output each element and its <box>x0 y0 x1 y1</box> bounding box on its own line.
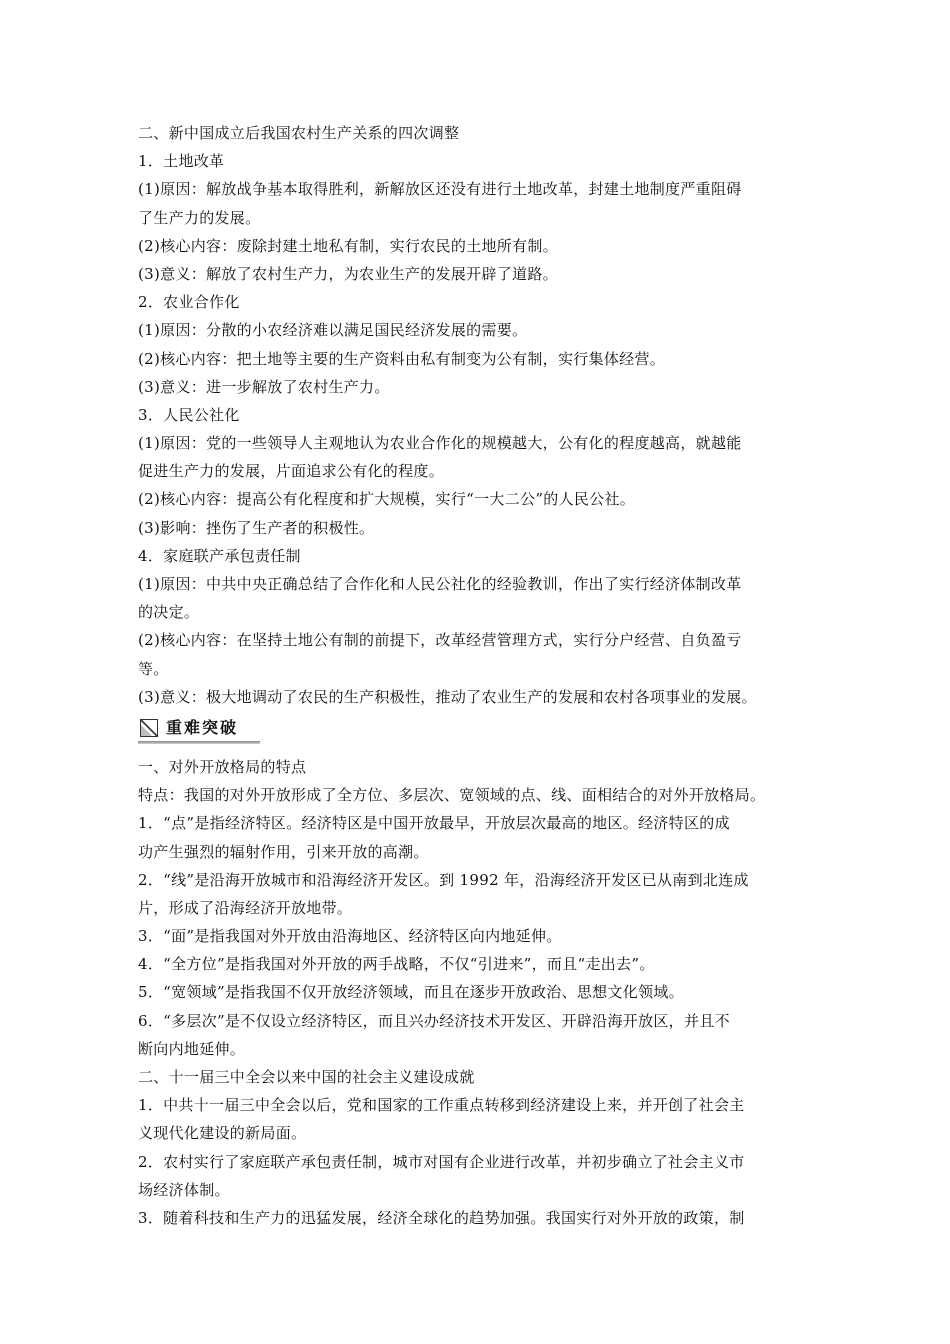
subsection-title: 2．农业合作化 <box>138 293 240 312</box>
section-heading: 二、新中国成立后我国农村生产关系的四次调整 <box>138 124 460 142</box>
subsection-title: 1．土地改革 <box>138 152 225 171</box>
paragraph-line: 3．随着科技和生产力的迅猛发展，经济全球化的趋势加强。我国实行对外开放的政策，制 <box>138 1208 745 1227</box>
paragraph-line: 2．农村实行了家庭联产承包责任制，城市对国有企业进行改革，并初步确立了社会主义市 <box>138 1152 745 1171</box>
paragraph-line: 片，形成了沿海经济开放地带。 <box>138 898 353 917</box>
paragraph-line: 2．“线”是沿海开放城市和沿海经济开发区。到 1992 年，沿海经济开发区已从南到北连成 <box>138 870 749 889</box>
subsection-title: 4．家庭联产承包责任制 <box>138 546 301 565</box>
paragraph-line: 1．中共十一届三中全会以后，党和国家的工作重点转移到经济建设上来，并开创了社会主 <box>138 1096 745 1115</box>
paragraph-line: 功产生强烈的辐射作用，引来开放的高潮。 <box>138 842 429 861</box>
paragraph-line: (2)核心内容：把土地等主要的生产资料由私有制变为公有制，实行集体经营。 <box>138 349 666 368</box>
paragraph-line: 3．“面”是指我国对外开放由沿海地区、经济特区向内地延伸。 <box>138 927 562 946</box>
paragraph-line: 了生产力的发展。 <box>138 208 261 227</box>
paragraph-line: 的决定。 <box>138 603 200 622</box>
section-title: 重难突破 <box>166 717 239 737</box>
section-banner <box>138 713 814 749</box>
paragraph-line: 1．“点”是指经济特区。经济特区是中国开放最早，开放层次最高的地区。经济特区的成 <box>138 814 730 833</box>
paragraph-line: (1)原因：解放战争基本取得胜利，新解放区还没有进行土地改革，封建土地制度严重阻碍 <box>138 180 742 199</box>
paragraph-line: 促进生产力的发展，片面追求公有化的程度。 <box>138 462 445 481</box>
paragraph-line: (3)意义：解放了农村生产力，为农业生产的发展开辟了道路。 <box>138 264 558 283</box>
paragraph-line: (2)核心内容：提高公有化程度和扩大规模，实行“一大二公”的人民公社。 <box>138 490 636 509</box>
paragraph-line: 6．“多层次”是不仅设立经济特区，而且兴办经济技术开发区、开辟沿海开放区，并且不 <box>138 1011 730 1030</box>
subsection-title: 3．人民公社化 <box>138 405 240 424</box>
paragraph-line: (2)核心内容：废除封建土地私有制，实行农民的土地所有制。 <box>138 236 558 255</box>
paragraph-line: 5．“宽领域”是指我国不仅开放经济领域，而且在逐步开放政治、思想文化领域。 <box>138 983 684 1002</box>
paragraph-line: (3)意义：极大地调动了农民的生产积极性，推动了农业生产的发展和农村各项事业的发展。 <box>138 687 757 706</box>
paragraph-line: (1)原因：分散的小农经济难以满足国民经济发展的需要。 <box>138 321 528 340</box>
section-underline <box>138 741 260 744</box>
paragraph-line: 断向内地延伸。 <box>138 1039 246 1058</box>
paragraph-line: 4．“全方位”是指我国对外开放的两手战略，不仅“引进来”，而且“走出去”。 <box>138 955 655 974</box>
paragraph-line: (2)核心内容：在坚持土地公有制的前提下，改革经营管理方式，实行分户经营、自负盈亏 <box>138 631 742 650</box>
paragraph-line: 特点：我国的对外开放形成了全方位、多层次、宽领域的点、线、面相结合的对外开放格局。 <box>138 786 766 805</box>
paragraph-line: (3)意义：进一步解放了农村生产力。 <box>138 377 390 396</box>
paragraph-line: 场经济体制。 <box>138 1180 230 1199</box>
paragraph-line: (3)影响：挫伤了生产者的积极性。 <box>138 518 375 537</box>
paragraph-line: 义现代化建设的新局面。 <box>138 1124 307 1143</box>
paragraph-line: (1)原因：中共中央正确总结了合作化和人民公社化的经验教训，作出了实行经济体制改革 <box>138 575 742 593</box>
section-heading: 二、十一届三中全会以来中国的社会主义建设成就 <box>138 1068 475 1086</box>
paragraph-line: 等。 <box>138 659 169 678</box>
diagonal-slash-icon <box>140 719 158 737</box>
section-heading: 一、对外开放格局的特点 <box>138 757 307 776</box>
paragraph-line: (1)原因：党的一些领导人主观地认为农业合作化的规模越大，公有化的程度越高，就越能 <box>138 434 742 453</box>
document-page <box>138 119 814 1232</box>
